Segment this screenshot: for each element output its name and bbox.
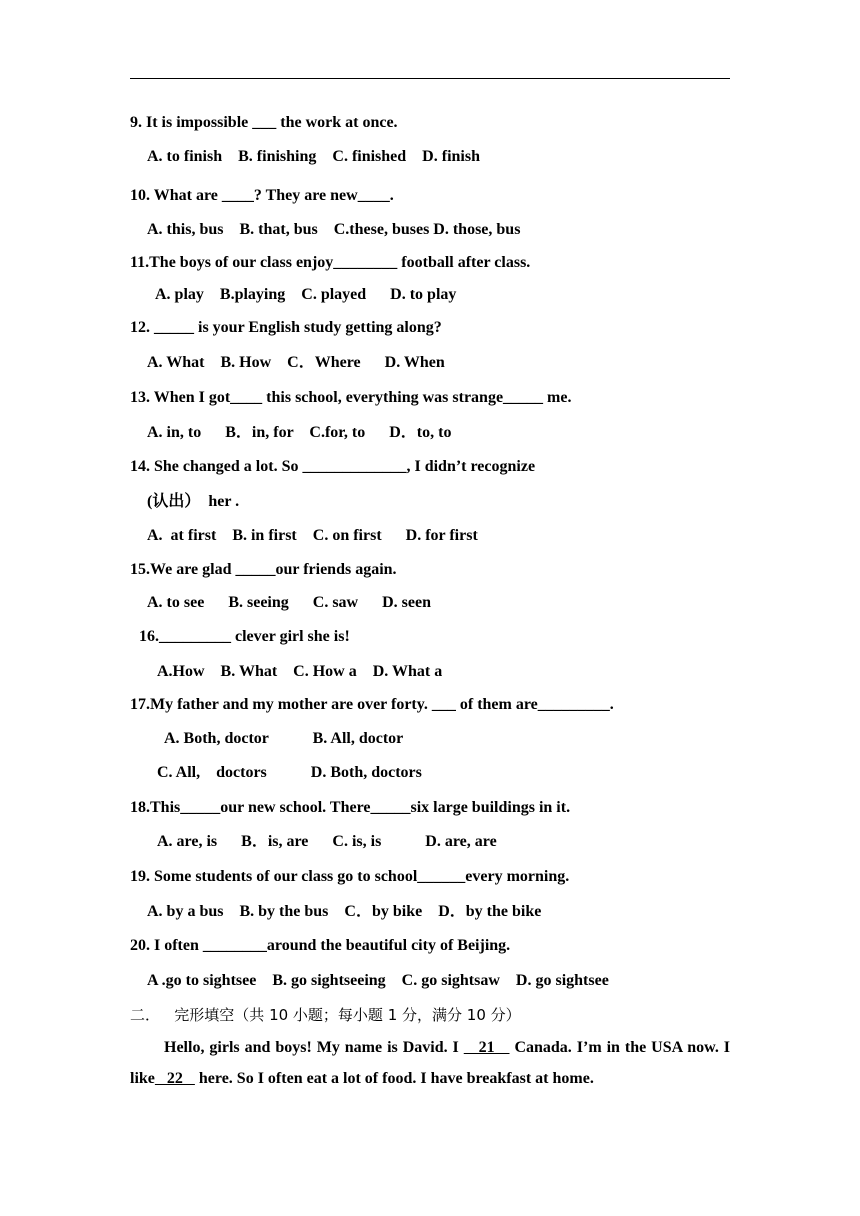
question-9: 9. It is impossible ___ the work at once. <box>130 114 398 131</box>
blank-22: 22 <box>154 1070 195 1087</box>
question-11: 11.The boys of our class enjoy________ football after class. <box>130 254 531 271</box>
question-14-continuation: (认出） her . <box>147 493 240 510</box>
question-16: 16._________ clever girl she is! <box>139 628 350 645</box>
cloze-passage <box>130 1032 730 1094</box>
question-17: 17.My father and my mother are over forty. ___ of them are_________. <box>130 696 614 713</box>
passage-text-3: here. So I often eat a lot of food. I have breakfast at home. <box>194 1070 594 1087</box>
question-19-options: A. by a bus B. by the bus C．by bike D．by the bike <box>147 903 542 920</box>
question-15-options: A. to see B. seeing C. saw D. seen <box>147 594 431 611</box>
question-14: 14. She changed a lot. So _____________, I didn’t recognize <box>130 458 536 475</box>
question-19: 19. Some students of our class go to school______every morning. <box>130 868 570 885</box>
question-14-options: A. at first B. in first C. on first D. for first <box>147 527 478 544</box>
question-16-options: A.How B. What C. How a D. What a <box>157 663 443 680</box>
header-rule <box>130 78 730 79</box>
question-20-options: A .go to sightsee B. go sightseeing C. go sightsaw D. go sightsee <box>147 972 609 989</box>
passage-text-1: Hello, girls and boys! My name is David. I <box>164 1039 464 1056</box>
question-13: 13. When I got____ this school, everything was strange_____ me. <box>130 389 572 406</box>
question-11-options: A. play B.playing C. played D. to play <box>155 286 457 303</box>
question-18: 18.This_____our new school. There_____six large buildings in it. <box>130 799 571 816</box>
question-10-options: A. this, bus B. that, bus C.these, buses D. those, bus <box>147 221 521 238</box>
question-17-options-a-b: A. Both, doctor B. All, doctor <box>164 730 404 747</box>
question-12: 12. _____ is your English study getting along? <box>130 319 442 336</box>
question-17-options-c-d: C. All, doctors D. Both, doctors <box>157 764 422 781</box>
question-20: 20. I often ________around the beautiful city of Beijing. <box>130 937 511 954</box>
question-15: 15.We are glad _____our friends again. <box>130 561 397 578</box>
blank-21: 21 <box>463 1039 510 1056</box>
passage-text-2: Canada. I’m in the USA now. I like <box>130 1039 731 1087</box>
question-9-options: A. to finish B. finishing C. finished D. finish <box>147 148 480 165</box>
question-13-options: A. in, to B．in, for C.for, to D．to, to <box>147 424 452 441</box>
section-heading: 二． 完形填空（共 10 小题；每小题 1 分，满分 10 分） <box>130 1006 521 1024</box>
question-18-options: A. are, is B．is, are C. is, is D. are, are <box>157 833 497 850</box>
question-10: 10. What are ____? They are new____. <box>130 187 394 204</box>
question-12-options: A. What B. How C．Where D. When <box>147 354 445 371</box>
